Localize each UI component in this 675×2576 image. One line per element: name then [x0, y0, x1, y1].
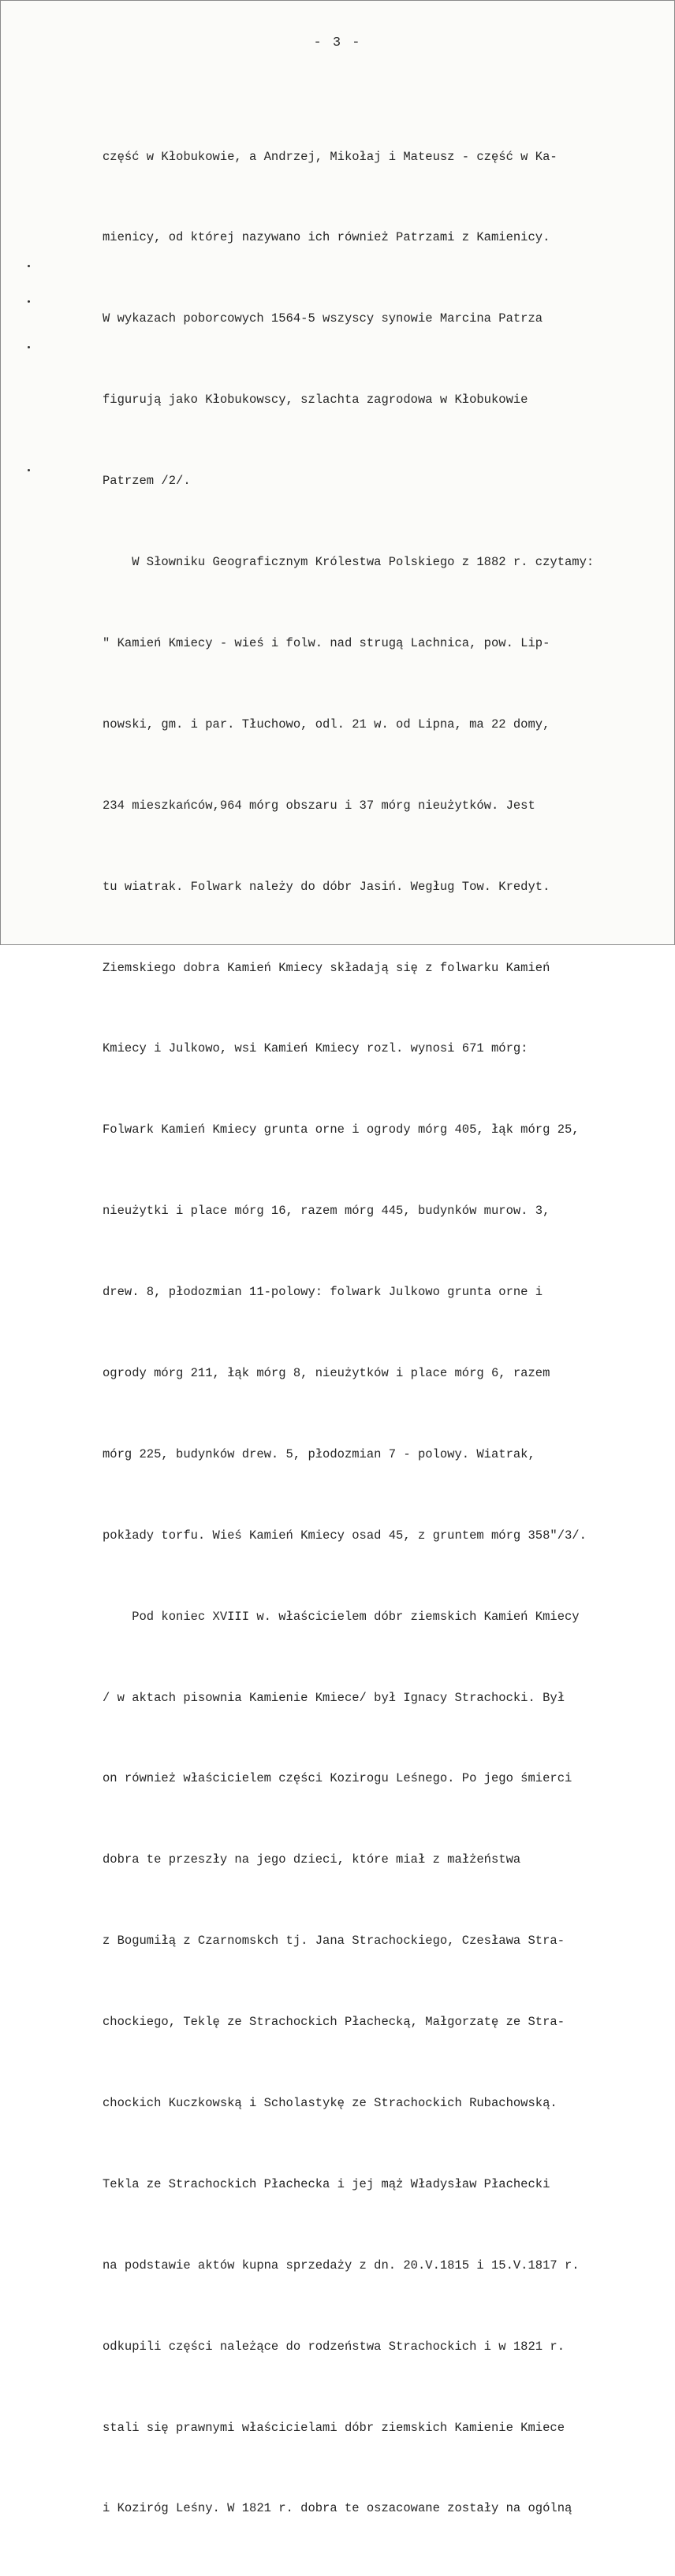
text-line: pokłady torfu. Wieś Kamień Kmiecy osad 45, z gruntem mórg 358"/3/.: [103, 1528, 587, 1543]
text-line: Pod koniec XVIII w. właścicielem dóbr ziemskich Kamień Kmiecy: [103, 1609, 580, 1624]
text-line: chockich Kuczkowską i Scholastykę ze Strachockich Rubachowską.: [103, 2095, 558, 2110]
text-line: i Koziróg Leśny. W 1821 r. dobra te oszacowane zostały na ogólną: [103, 2501, 572, 2516]
margin-mark: [28, 469, 30, 471]
text-line: odkupili części należące do rodzeństwa Strachockich i w 1821 r.: [103, 2339, 565, 2354]
text-line: Kmiecy i Julkowo, wsi Kamień Kmiecy rozl. wynosi 671 mórg:: [103, 1041, 528, 1056]
text-line: tu wiatrak. Folwark należy do dóbr Jasiń. Wegług Tow. Kredyt.: [103, 879, 550, 894]
text-line: mienicy, od której nazywano ich również Patrzami z Kamienicy.: [103, 230, 550, 245]
text-line: " Kamień Kmiecy - wieś i folw. nad strugą Lachnica, pow. Lip-: [103, 635, 550, 650]
text-line: ogrody mórg 211, łąk mórg 8, nieużytków i place mórg 6, razem: [103, 1365, 550, 1380]
margin-mark: [28, 300, 30, 303]
text-line: W Słowniku Geograficznym Królestwa Polskiego z 1882 r. czytamy:: [103, 555, 595, 570]
text-line: Tekla ze Strachockich Płachecka i jej mąż Władysław Płachecki: [103, 2176, 550, 2191]
text-line: on również właścicielem części Kozirogu Leśnego. Po jego śmierci: [103, 1771, 572, 1786]
text-line: Ziemskiego dobra Kamień Kmiecy składają się z folwarku Kamień: [103, 960, 550, 975]
text-line: drew. 8, płodozmian 11-polowy: folwark Julkowo grunta orne i: [103, 1285, 543, 1300]
text-line: W wykazach poborcowych 1564-5 wszyscy synowie Marcina Patrza: [103, 311, 543, 326]
body-text: [103, 89, 654, 2576]
text-line: dobra te przeszły na jego dzieci, które miał z małżeństwa: [103, 1852, 521, 1867]
page-number: - 3 -: [313, 35, 362, 50]
text-line: stali się prawnymi właścicielami dóbr ziemskich Kamienie Kmiece: [103, 2420, 565, 2435]
text-line: nowski, gm. i par. Tłuchowo, odl. 21 w. od Lipna, ma 22 domy,: [103, 717, 550, 731]
text-line: na podstawie aktów kupna sprzedaży z dn. 20.V.1815 i 15.V.1817 r.: [103, 2258, 580, 2273]
text-line: z Bogumiłą z Czarnomskch tj. Jana Strachockiego, Czesława Stra-: [103, 1934, 565, 1949]
text-line: mórg 225, budynków drew. 5, płodozmian 7 - polowy. Wiatrak,: [103, 1446, 535, 1461]
text-line: nieużytki i place mórg 16, razem mórg 445, budynków murow. 3,: [103, 1204, 550, 1219]
text-line: część w Kłobukowie, a Andrzej, Mikołaj i Mateusz - część w Ka-: [103, 149, 558, 164]
margin-mark: [28, 265, 30, 267]
text-line: figurują jako Kłobukowscy, szlachta zagrodowa w Kłobukowie: [103, 393, 528, 408]
text-line: 234 mieszkańców,964 mórg obszaru i 37 mórg nieużytków. Jest: [103, 798, 535, 813]
text-line: / w aktach pisownia Kamienie Kmiece/ był Ignacy Strachocki. Był: [103, 1690, 565, 1705]
text-line: Folwark Kamień Kmiecy grunta orne i ogrody mórg 405, łąk mórg 25,: [103, 1122, 580, 1137]
text-line: Patrzem /2/.: [103, 474, 191, 489]
text-line: chockiego, Teklę ze Strachockich Płachecką, Małgorzatę ze Stra-: [103, 2015, 565, 2030]
margin-mark: [28, 346, 30, 348]
